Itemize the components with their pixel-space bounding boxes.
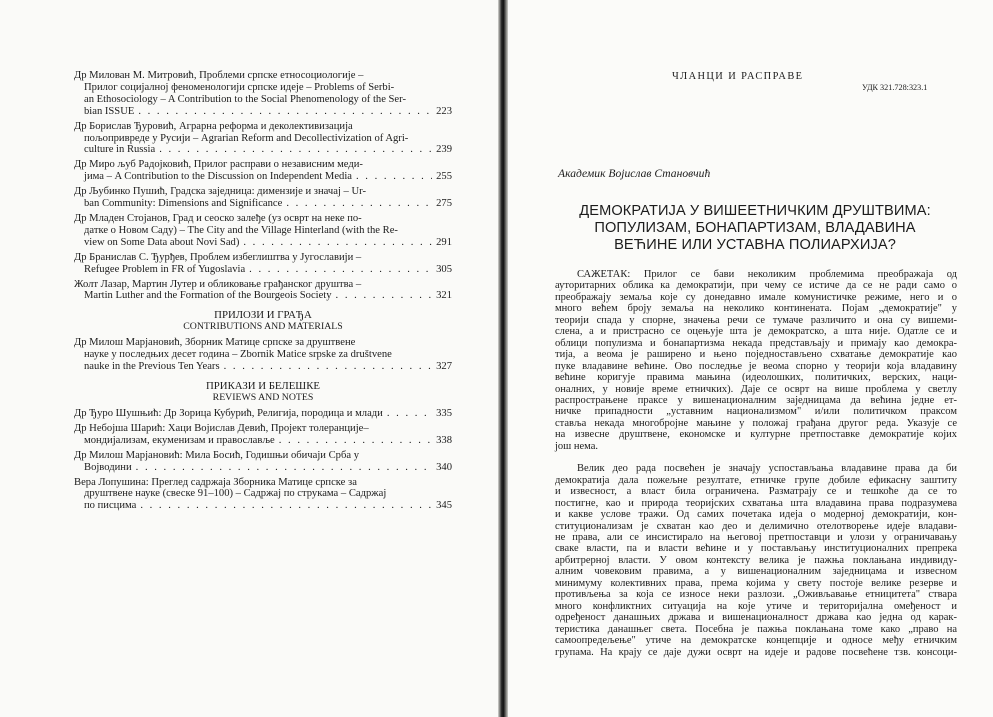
toc-line: науке у последњих десет година – Zbornik Matice srpske za društvene <box>84 349 392 361</box>
section-heading-reviews <box>74 380 452 404</box>
title-line: ВЕЋИНЕ ИЛИ УСТАВНА ПОЛИАРХИЈА? <box>614 236 896 253</box>
page-number: 223 <box>436 105 452 117</box>
section-title-en: REVIEWS AND NOTES <box>212 392 314 404</box>
body-line: тија, а веома је раширено и њено поједностављено схватање демократије као <box>555 349 957 361</box>
toc-entry-reviews-1 <box>74 408 452 420</box>
body-line: алним човековим правима, а у вишенационалним заједницама и извесном <box>555 566 957 578</box>
toc-line-last <box>74 198 452 210</box>
article-author: Академик Војислав Становчић <box>558 167 711 180</box>
toc-line: Др Небојша Шарић: Хаци Војислав Девић, Пројект толеранције– <box>74 422 369 434</box>
leader-dots <box>356 171 432 183</box>
body-line: постигне, као и природа теоријских схватања шта владавина права подразумева <box>555 497 957 509</box>
toc-line-last <box>74 144 452 156</box>
body-line: облици популизма и бонапартизма некада представљају и примају као демокра- <box>555 337 957 349</box>
toc-line: an Ethosociology – A Contribution to the Social Phenomenology of the Ser- <box>84 93 406 105</box>
page-number: 321 <box>436 290 452 302</box>
toc-line: Др Љубинко Пушић, Градска заједница: димензије и значај – Ur- <box>74 186 366 198</box>
toc-line-text: по писцима <box>84 500 137 512</box>
title-line: ПОПУЛИЗАМ, БОНАПАРТИЗАМ, ВЛАДАВИНА <box>594 219 916 236</box>
toc-line-last <box>74 171 452 183</box>
article-body <box>555 269 957 658</box>
toc-line-text: Refugee Problem in FR of Yugoslavia <box>84 263 246 275</box>
body-line: на извесне друштвене, економске и културне претпоставке демократије којих <box>555 429 957 441</box>
leader-dots <box>286 198 432 210</box>
page-number: 345 <box>436 500 452 512</box>
body-line: самоопредељење" утиче на демократске концепције и односе међу етничким <box>555 635 957 647</box>
body-line: пуке владавине већине. Ово последње је веома спорно у теорији која владавину <box>555 360 957 372</box>
body-line: слена, а и пристрасно се оцењује шта је демократско, а шта није. Одатле се и <box>555 326 957 338</box>
toc-entry-1 <box>74 70 452 118</box>
body-line: теорији спада у спорне, значења речи се тумаче различито и она су вишеми- <box>555 314 957 326</box>
toc-line-text: view on Some Data about Novi Sad) <box>84 236 240 248</box>
body-line: одређеност данашњих држава и вишенационалност држава као једна од карак- <box>555 612 957 624</box>
toc-line-text: culture in Russia <box>84 144 156 156</box>
toc-line-last <box>74 462 452 474</box>
page-number: 239 <box>436 144 452 156</box>
body-line: не права, али се инсистирало на његовој претпоставци и улози у ограничавању <box>555 531 957 543</box>
leader-dots <box>387 408 432 420</box>
toc-entry-6 <box>74 252 452 276</box>
body-line: противљења за која се износе неки разлози. „Оживљавање етницитета" ствара <box>555 589 957 601</box>
toc-line: Др Борислав Ђуровић, Аграрна реформа и деколективизација <box>74 120 353 132</box>
body-line: ставља некада многобројне мањине у положај грађана другог реда. Указује се <box>555 417 957 429</box>
toc-line: Др Милован М. Митровић, Проблеми српске етносоциологије – <box>74 70 364 81</box>
toc-line-last <box>74 106 452 118</box>
toc-line: датке о Новом Саду) – The City and the Village Hinterland (with the Re- <box>84 224 398 236</box>
toc-line-last <box>74 500 452 512</box>
body-line: сваке власти, па и власти већине и у постављању институционалних препрека <box>555 543 957 555</box>
toc-line-text: nauke in the Previous Ten Years <box>84 361 220 373</box>
abstract-paragraph <box>555 269 957 452</box>
toc-entry-reviews-2 <box>74 423 452 447</box>
toc-line: Жолт Лазар, Мартин Лутер и обликовање грађанског друштва – <box>74 278 362 290</box>
toc-entry-7 <box>74 279 452 303</box>
body-line: много већем броју земаља на неколико континената. Појам „демократије" у <box>555 303 957 315</box>
page-number: 255 <box>436 171 452 183</box>
body-line: већине коригује правима мањина (идеолошких, политичких, верских, наци- <box>555 372 957 384</box>
section-title-en: CONTRIBUTIONS AND MATERIALS <box>183 321 343 333</box>
toc-line-last <box>74 361 452 373</box>
page-number: 305 <box>436 263 452 275</box>
toc-entry-3 <box>74 159 452 183</box>
body-line: распрострањене праксе у вишенационалним заједницама да већина једне ет- <box>555 394 957 406</box>
body-line: САЖЕТАК: Прилог се бави неколиким проблемима преображаја од <box>577 269 957 280</box>
toc-line-last <box>74 290 452 302</box>
toc-line-text: јима – A Contribution to the Discussion on Independent Media <box>84 171 352 183</box>
leader-dots <box>249 264 432 276</box>
table-of-contents <box>74 70 452 515</box>
toc-entry-5 <box>74 213 452 249</box>
body-line: арбитрерној власти. У овом контексту велика је пажња поклањана индивиду- <box>555 554 957 566</box>
toc-line: Др Младен Стојанов, Град и сеоско залеђе (уз осврт на неке по- <box>74 212 362 224</box>
leader-dots <box>138 106 432 118</box>
body-line: теристика данашњег света. Посебна је пажња поклањана томе како „право на <box>555 623 957 635</box>
toc-line-text: Др Ђуро Шушњић: Др Зорица Кубурић, Религија, породица и млади <box>74 408 383 420</box>
body-line: минимуму колективних права, према којима у свету постоје велике резерве и <box>555 577 957 589</box>
body-line: демократија дала пожељне резултате, етничке групе добиле ефикасну заштиту <box>555 474 957 486</box>
toc-line: Др Бранислав С. Ђурђев, Проблем избеглиштва у Југославији – <box>74 251 362 263</box>
section-heading-materials <box>74 309 452 333</box>
toc-line-text: Martin Luther and the Formation of the Bourgeois Society <box>84 290 332 302</box>
toc-entry-2 <box>74 121 452 157</box>
toc-line: Прилог социјалној феноменологији српске идеје – Problems of Serbi- <box>84 81 395 93</box>
body-line: ауторитарних облика ка демократији, при чему се истиче да се не ради само о <box>555 280 957 292</box>
page-number: 275 <box>436 198 452 210</box>
article-title <box>555 203 955 253</box>
body-line: много конфликтних ситуација на које утиче и територијална омеђеност и <box>555 600 957 612</box>
book-gutter <box>498 0 508 717</box>
toc-line: Др Милош Марјановић, Зборник Матице српске за друштвене <box>74 337 356 349</box>
toc-entry-reviews-4 <box>74 477 452 513</box>
section-title-sr: ПРИКАЗИ И БЕЛЕШКЕ <box>206 380 320 393</box>
leader-dots <box>224 361 433 373</box>
leader-dots <box>279 435 432 447</box>
toc-line-last <box>74 408 452 420</box>
toc-line-last <box>74 237 452 249</box>
body-line: Велик део рада посвећен је значају успостављања владавине права да би <box>577 463 957 475</box>
page-number: 327 <box>436 361 452 373</box>
leader-dots <box>136 462 432 474</box>
leader-dots <box>243 237 432 249</box>
page-number: 338 <box>436 434 452 446</box>
toc-entry-materials-1 <box>74 337 452 373</box>
page-number: 291 <box>436 236 452 248</box>
body-line: и какве услове тражи. Од самих почетака идеја о модерној демократији, кон- <box>555 509 957 521</box>
body-line: још нема. <box>555 440 599 452</box>
running-head: ЧЛАНЦИ И РАСПРАВЕ <box>672 71 804 82</box>
leader-dots <box>159 144 432 156</box>
leader-dots <box>140 500 432 512</box>
toc-entry-4 <box>74 186 452 210</box>
page-number: 340 <box>436 461 452 473</box>
summary-paragraph <box>555 463 957 658</box>
toc-line-last <box>74 264 452 276</box>
toc-entry-reviews-3 <box>74 450 452 474</box>
toc-line-text: bian ISSUE <box>84 105 135 117</box>
toc-line: пољопривреде у Русији – Agrarian Reform and Decollectivization of Agri- <box>84 132 409 144</box>
leader-dots <box>336 290 433 302</box>
udk-code: УДК 321.728:323.1 <box>862 83 928 92</box>
page-number: 335 <box>436 408 452 420</box>
toc-line-last <box>74 435 452 447</box>
body-line: групама. На крају се даје дужи осврт на идеје и радове посвећене тзв. консоци- <box>555 646 957 658</box>
body-line: ституционализам је схватан као део и делимично отелотворење идеје владави- <box>555 520 957 532</box>
title-line: ДЕМОКРАТИЈА У ВИШЕЕТНИЧКИМ ДРУШТВИМА: <box>579 203 931 219</box>
section-title-sr: ПРИЛОЗИ И ГРАЂА <box>214 309 312 322</box>
toc-line-text: Војводини <box>84 461 132 473</box>
body-line: и извесност, а власт била ограничена. Разматрају се и тешкоће да се то <box>555 486 957 498</box>
body-line: ничке припадности „уставним национализмом" и/или политичком праксом <box>555 406 957 418</box>
toc-line-text: ban Community: Dimensions and Significance <box>84 198 283 210</box>
toc-line: Др Милош Марјановић: Мила Босић, Годишњи обичаји Срба у <box>74 449 360 461</box>
body-line: оналних, у новије време етничких). Даје се осврт на више проблема у светлу <box>555 383 957 395</box>
toc-line: Др Миро љуб Радојковић, Прилог расправи о независним меди- <box>74 159 363 171</box>
toc-line: Вера Лопушина: Преглед садржаја Зборника Матице српске за <box>74 476 357 488</box>
body-line: преображају земаља које су донедавно имале комунистичке режиме, него и о <box>555 291 957 303</box>
toc-line: друштвене науке (свеске 91–100) – Садржај по струкама – Садржај <box>84 488 387 500</box>
toc-line-text: мондијализам, екуменизам и православље <box>84 434 275 446</box>
